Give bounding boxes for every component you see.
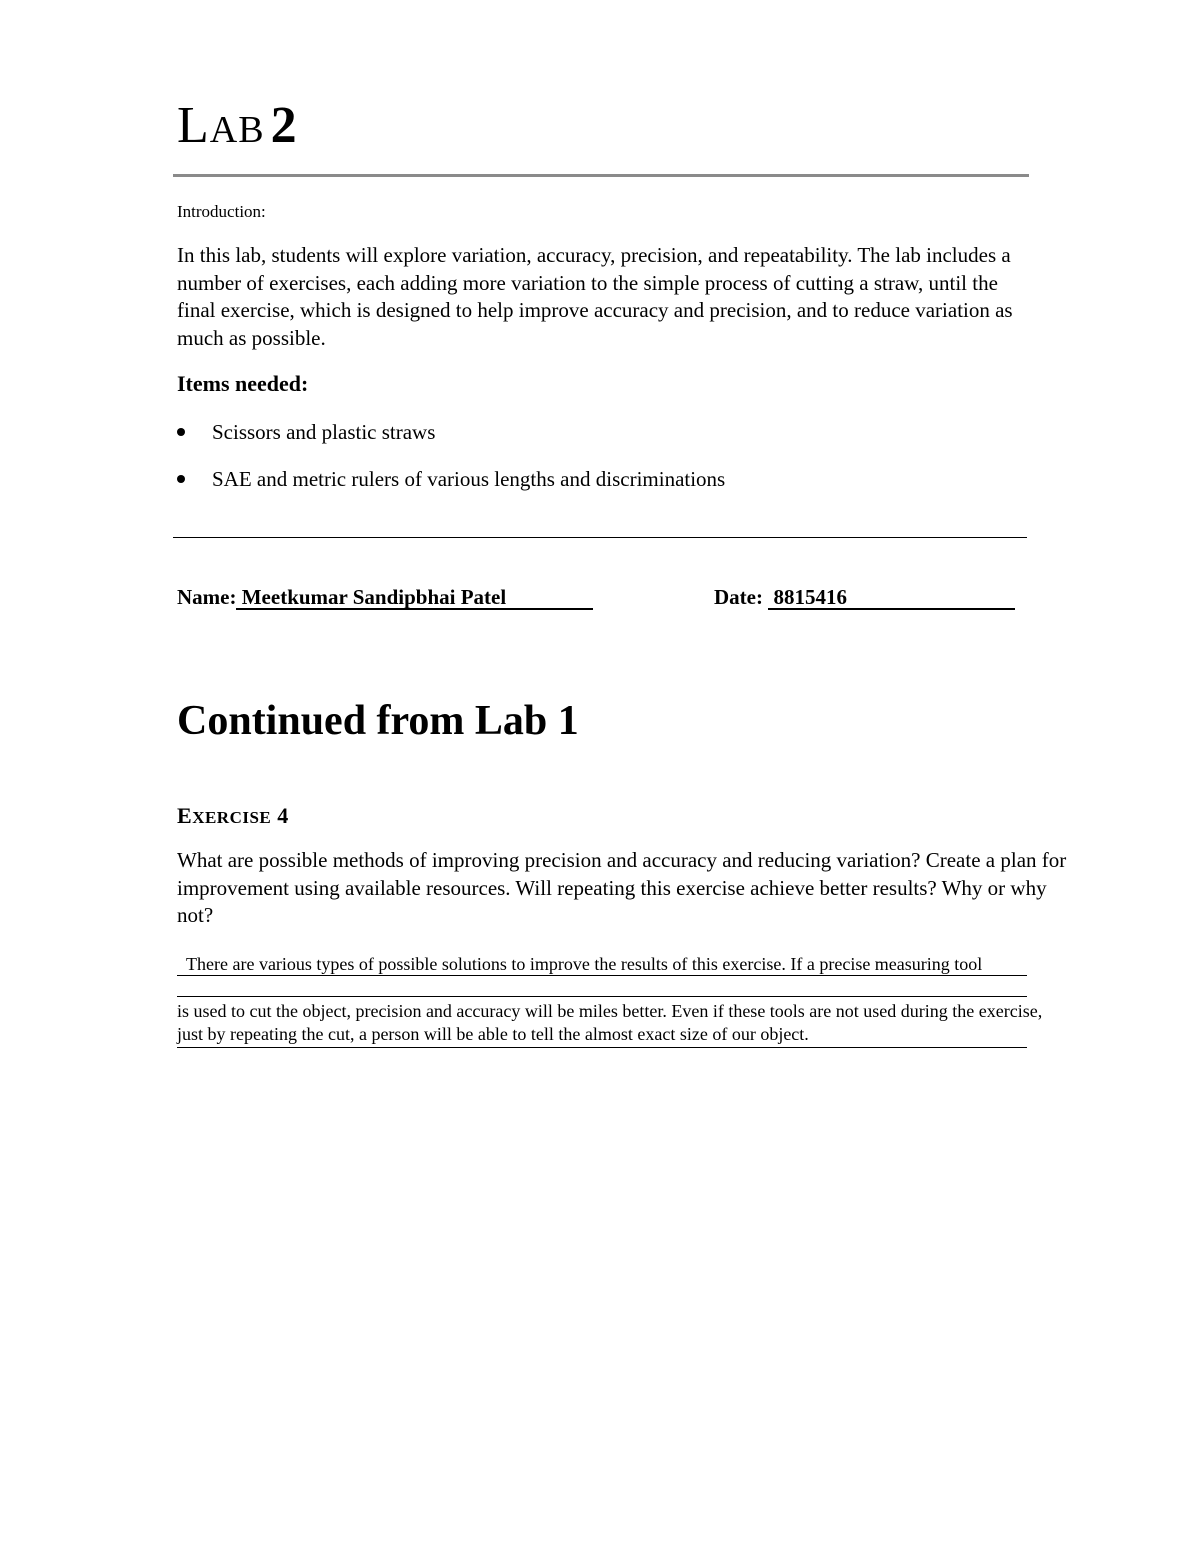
answer-rule: [177, 996, 1027, 997]
date-value[interactable]: [768, 586, 1015, 610]
date-value-text: 8815416: [773, 585, 847, 609]
answer-line-first-text: There are various types of possible solutions to improve the results of this exercise. If a precise measuring tool: [186, 954, 983, 974]
name-value[interactable]: [236, 586, 593, 610]
exercise-heading-rest: XERCISE: [192, 808, 272, 827]
items-needed-heading: Items needed:: [177, 371, 309, 396]
introduction-paragraph: In this lab, students will explore variation, accuracy, precision, and repeatability. The lab includes a number of exercises, each adding more variation to the simple process of cutting a straw, until the final exercise, which is designed to help improve accuracy and precision, and to reduce variation as much as possible.: [177, 243, 1013, 350]
answer-line-first[interactable]: [177, 954, 1027, 974]
lab-title-rest: AB: [209, 109, 265, 151]
list-item-text: SAE and metric rulers of various lengths and discriminations: [212, 467, 726, 491]
lab-title-number: 2: [270, 97, 298, 154]
answer-text[interactable]: is used to cut the object, precision and accuracy will be miles better. Even if these tools are not used during the exercise, just by repeating the cut, a person will be able to tell the almost exact size of our object.: [177, 1001, 1043, 1044]
exercise-heading: [177, 803, 289, 829]
introduction-label: Introduction:: [177, 202, 266, 221]
name-value-text: Meetkumar Sandipbhai Patel: [241, 585, 507, 609]
title-divider: [173, 174, 1029, 177]
bullet-icon: [177, 428, 185, 436]
list-item: [177, 465, 725, 512]
name-field: [177, 585, 593, 610]
answer-rule: [177, 975, 1027, 976]
bullet-icon: [177, 475, 185, 483]
date-field: [714, 585, 1015, 610]
answer-rule: [177, 1047, 1027, 1048]
name-label: Name:: [177, 585, 237, 609]
lab-title-initial: L: [177, 97, 210, 154]
exercise-heading-initial: E: [177, 803, 193, 828]
list-item-text: Scissors and plastic straws: [212, 420, 436, 444]
list-item: [177, 418, 725, 465]
lab-title: [177, 97, 298, 154]
exercise-heading-number: 4: [277, 803, 289, 828]
date-label: Date:: [714, 585, 763, 609]
exercise-question: What are possible methods of improving precision and accuracy and reducing variation? Create a plan for improvement using available resources. Will repeating this exercise achieve better results? Why or why not?: [177, 848, 1067, 927]
section-title: Continued from Lab 1: [177, 698, 579, 744]
items-list: [177, 418, 725, 512]
section-divider: [173, 537, 1027, 538]
